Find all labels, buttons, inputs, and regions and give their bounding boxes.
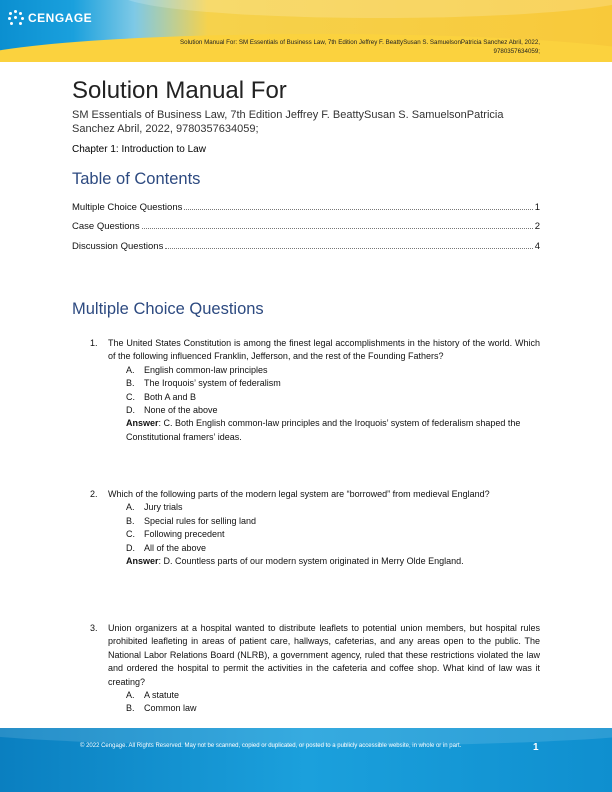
answer-explanation — [126, 555, 540, 568]
option-letter: A. — [126, 690, 135, 701]
toc-entry-label: Case Questions — [72, 221, 140, 232]
option-item — [126, 391, 540, 404]
option-text: A statute — [144, 690, 180, 701]
answer-text: : D. Countless parts of our modern system originated in Merry Olde England. — [158, 556, 464, 567]
option-text: Jury trials — [144, 502, 183, 513]
toc-entry-discussion-questions[interactable] — [72, 232, 540, 252]
cengage-logo-icon — [8, 10, 24, 26]
option-text: Both A and B — [144, 391, 197, 402]
option-item — [126, 377, 540, 390]
answer-explanation — [126, 417, 540, 444]
toc-entry-label: Discussion Questions — [72, 240, 164, 252]
question-number: 2. — [90, 489, 98, 499]
option-letter: C. — [126, 391, 135, 402]
option-letter: C. — [126, 529, 135, 540]
toc-entry-page: 4 — [534, 240, 540, 252]
running-head-line-2: 9780357634059; — [493, 48, 540, 55]
option-letter: A. — [126, 502, 135, 513]
cengage-logo — [8, 10, 92, 26]
option-item — [126, 364, 540, 377]
toc-entry-page: 2 — [534, 221, 540, 232]
question-number: 3. — [90, 623, 98, 633]
option-item — [126, 542, 540, 555]
answer-label: Answer — [126, 418, 159, 429]
option-item — [126, 501, 540, 514]
option-text: The Iroquois’ system of federalism — [144, 378, 281, 389]
option-item — [126, 515, 540, 528]
option-item — [126, 702, 540, 715]
question-2 — [90, 488, 540, 568]
page-number: 1 — [533, 742, 539, 753]
option-letter: B. — [126, 703, 135, 714]
section-heading: Multiple Choice Questions — [72, 300, 264, 318]
running-head-line-1: Solution Manual For: SM Essentials of Business Law, 7th Edition Jeffrey F. BeattySusan S. SamuelsonPatricia Sanchez Abril, 2022, — [180, 39, 540, 46]
answer-options — [126, 501, 540, 555]
option-letter: D. — [126, 405, 135, 416]
answer-options — [126, 689, 540, 716]
header-highlight — [120, 0, 612, 18]
question-text: Which of the following parts of the modern legal system are “borrowed” from medieval England? — [108, 489, 490, 499]
option-letter: A. — [126, 364, 135, 375]
question-text: Union organizers at a hospital wanted to distribute leaflets to potential union members, but hospital rules prohibited leafleting in areas of patient care, hallways, cafeterias, and any areas open to the public. The National Labor Relations Board (NLRB), a government agency, ruled that these restrictions violated the law and ordered the hospital to permit the activities in the cafeteria and coffee shop. What kind of law was it creating? — [108, 623, 540, 687]
question-1 — [90, 337, 540, 444]
toc-leader — [142, 228, 533, 229]
option-text: None of the above — [144, 405, 218, 416]
option-text: All of the above — [144, 542, 207, 553]
toc-entry-page: 1 — [534, 201, 540, 213]
question-text: The United States Constitution is among the finest legal accomplishments in the history of the world. Which of the following influenced Franklin, Jefferson, and the rest of the Founding Fathers? — [108, 338, 540, 362]
toc-entry-label: Multiple Choice Questions — [72, 201, 183, 213]
option-item — [126, 404, 540, 417]
option-text: English common-law principles — [144, 364, 268, 375]
logo-text: CENGAGE — [28, 11, 93, 25]
answer-options — [126, 364, 540, 418]
toc-entry-case-questions[interactable] — [72, 213, 540, 233]
document-title: Solution Manual For — [72, 77, 287, 104]
document-subtitle: SM Essentials of Business Law, 7th Edition Jeffrey F. BeattySusan S. SamuelsonPatricia Sanchez Abril, 2022, 9780357634059; — [72, 109, 504, 135]
question-number: 1. — [90, 338, 98, 348]
option-item — [126, 528, 540, 541]
answer-label: Answer — [126, 556, 159, 567]
table-of-contents — [72, 193, 540, 252]
chapter-title: Chapter 1: Introduction to Law — [72, 144, 206, 155]
option-letter: B. — [126, 378, 135, 389]
question-3 — [90, 622, 540, 716]
option-letter: D. — [126, 542, 135, 553]
option-text: Following precedent — [144, 529, 225, 540]
option-item — [126, 689, 540, 702]
option-text: Common law — [144, 703, 197, 714]
footer-banner — [0, 728, 612, 792]
toc-entry-multiple-choice[interactable] — [72, 193, 540, 213]
copyright-notice: © 2022 Cengage. All Rights Reserved. May not be scanned, copied or duplicated, or posted to a publicly accessible website, in whole or in part. — [80, 743, 462, 749]
running-head — [40, 38, 540, 56]
option-text: Special rules for selling land — [144, 515, 257, 526]
answer-text: : C. Both English common-law principles and the Iroquois’ system of federalism shaped the Constitutional framers’ ideas. — [126, 418, 521, 442]
toc-heading: Table of Contents — [72, 170, 201, 188]
option-letter: B. — [126, 515, 135, 526]
toc-leader — [184, 209, 532, 210]
toc-leader — [165, 248, 532, 249]
